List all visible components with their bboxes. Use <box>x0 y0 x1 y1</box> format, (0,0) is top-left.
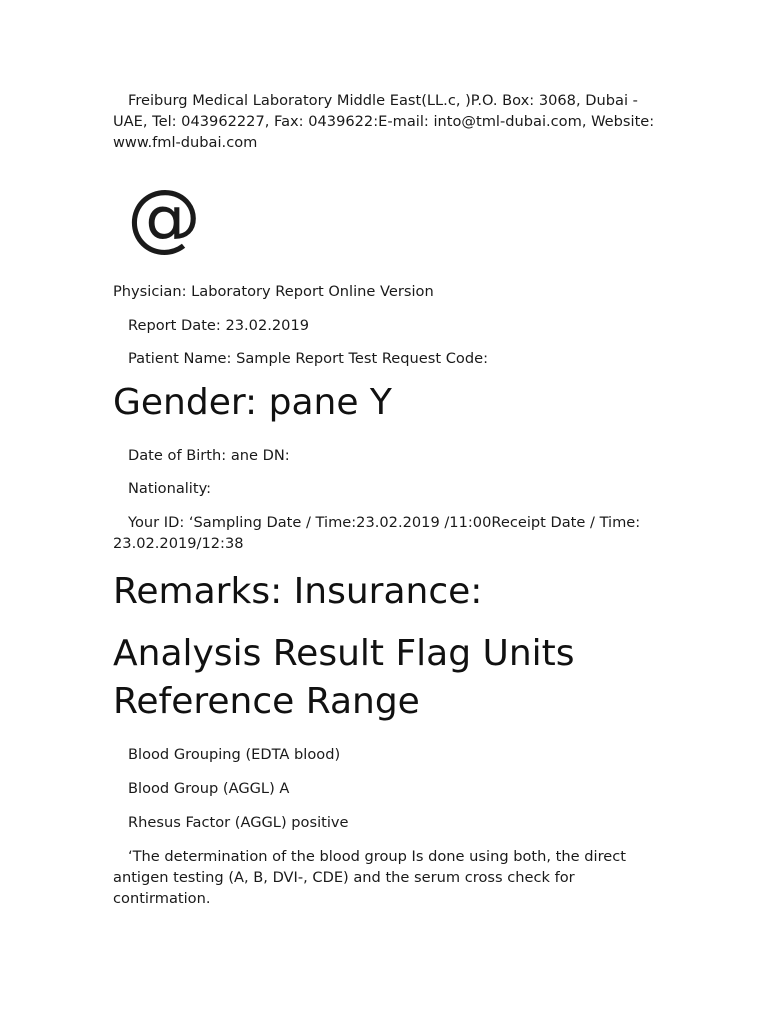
lab-address: Freiburg Medical Laboratory Middle East(LL.c, )P.O. Box: 3068, Dubai - UAE, Tel: 043962227, Fax: 0439622:E-mail: into@tml-dubai.com, Website: www.fml-dubai.com <box>113 92 655 151</box>
at-sign-logo-icon: @ <box>127 174 201 260</box>
blood-group-note: ‘The determination of the blood group Is done using both, the direct antigen testing (A, B, DVI-, CDE) and the serum cross check for contirmation. <box>113 848 626 907</box>
blood-group-result: Blood Group (AGGL) A <box>128 780 290 797</box>
remarks-heading: Remarks: Insurance: <box>113 571 483 612</box>
gender-heading: Gender: pane Y <box>113 382 392 423</box>
table-header-heading: Analysis Result Flag Units Reference Range <box>113 633 575 722</box>
patient-name-line: Patient Name: Sample Report Test Request Code: <box>128 350 489 367</box>
nationality-line: Nationality: <box>128 480 212 497</box>
rhesus-factor-result: Rhesus Factor (AGGL) positive <box>128 814 349 831</box>
report-date: Report Date: 23.02.2019 <box>128 317 310 334</box>
sampling-info-line: Your ID: ‘Sampling Date / Time:23.02.2019 /11:00Receipt Date / Time: 23.02.2019/12:38 <box>113 514 641 552</box>
blood-grouping-section: Blood Grouping (EDTA blood) <box>128 746 341 763</box>
physician-line: Physician: Laboratory Report Online Version <box>113 283 434 300</box>
date-of-birth-line: Date of Birth: ane DN: <box>128 447 290 464</box>
lab-report-page <box>113 90 658 909</box>
